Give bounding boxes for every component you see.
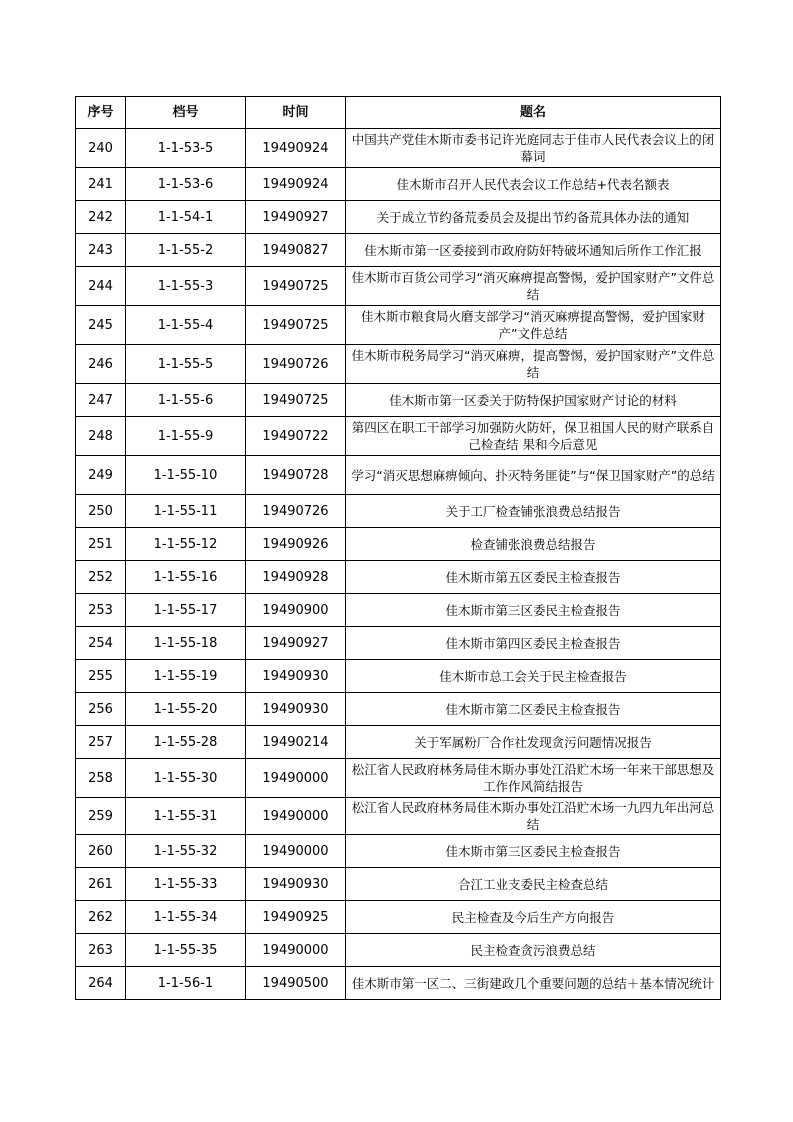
table-body (76, 129, 721, 1000)
table-row (76, 835, 721, 868)
title-cell: 佳木斯市第一区委关于防特保护国家财产讨论的材料 (346, 384, 721, 417)
file-number-cell: 1-1-55-9 (126, 417, 246, 456)
title-cell: 佳木斯市税务局学习“消灭麻痹，提高警惕，爱护国家财产”文件总结 (346, 345, 721, 384)
date-cell: 19490930 (246, 868, 346, 901)
title-cell: 佳木斯市第一区二、三街建政几个重要问题的总结＋基本情况统计 (346, 967, 721, 1000)
date-cell: 19490924 (246, 129, 346, 168)
header-seq: 序号 (76, 97, 126, 129)
seq-cell: 250 (76, 495, 126, 528)
file-number-cell: 1-1-55-6 (126, 384, 246, 417)
file-number-cell: 1-1-53-6 (126, 168, 246, 201)
title-cell: 关于工厂检查铺张浪费总结报告 (346, 495, 721, 528)
seq-cell: 264 (76, 967, 126, 1000)
date-cell: 19490725 (246, 306, 346, 345)
table-row (76, 201, 721, 234)
file-number-cell: 1-1-55-10 (126, 456, 246, 495)
seq-cell: 263 (76, 934, 126, 967)
table-row (76, 693, 721, 726)
file-number-cell: 1-1-55-17 (126, 594, 246, 627)
seq-cell: 257 (76, 726, 126, 759)
title-cell: 松江省人民政府林务局佳木斯办事处江沿贮木场一九四九年出河总结 (346, 798, 721, 835)
seq-cell: 255 (76, 660, 126, 693)
file-number-cell: 1-1-55-28 (126, 726, 246, 759)
date-cell: 19490925 (246, 901, 346, 934)
seq-cell: 251 (76, 528, 126, 561)
date-cell: 19490924 (246, 168, 346, 201)
file-number-cell: 1-1-55-11 (126, 495, 246, 528)
file-number-cell: 1-1-55-32 (126, 835, 246, 868)
seq-cell: 256 (76, 693, 126, 726)
seq-cell: 252 (76, 561, 126, 594)
file-number-cell: 1-1-55-20 (126, 693, 246, 726)
date-cell: 19490500 (246, 967, 346, 1000)
file-number-cell: 1-1-55-30 (126, 759, 246, 798)
seq-cell: 243 (76, 234, 126, 267)
file-number-cell: 1-1-55-12 (126, 528, 246, 561)
table-row (76, 901, 721, 934)
seq-cell: 241 (76, 168, 126, 201)
file-number-cell: 1-1-55-34 (126, 901, 246, 934)
archive-catalog-table (75, 96, 721, 1000)
seq-cell: 258 (76, 759, 126, 798)
seq-cell: 248 (76, 417, 126, 456)
header-title: 题名 (346, 97, 721, 129)
table-row (76, 561, 721, 594)
table-row (76, 528, 721, 561)
date-cell: 19490000 (246, 934, 346, 967)
seq-cell: 246 (76, 345, 126, 384)
date-cell: 19490726 (246, 345, 346, 384)
seq-cell: 249 (76, 456, 126, 495)
seq-cell: 259 (76, 798, 126, 835)
seq-cell: 253 (76, 594, 126, 627)
title-cell: 佳木斯市召开人民代表会议工作总结+代表名额表 (346, 168, 721, 201)
table-row (76, 594, 721, 627)
header-date: 时间 (246, 97, 346, 129)
date-cell: 19490728 (246, 456, 346, 495)
title-cell: 佳木斯市第二区委民主检查报告 (346, 693, 721, 726)
date-cell: 19490000 (246, 759, 346, 798)
title-cell: 佳木斯市第三区委民主检查报告 (346, 594, 721, 627)
file-number-cell: 1-1-55-3 (126, 267, 246, 306)
title-cell: 第四区在职工干部学习加强防火防奸，保卫祖国人民的财产联系自己检查结 果和今后意见 (346, 417, 721, 456)
date-cell: 19490900 (246, 594, 346, 627)
title-cell: 佳木斯市第一区委接到市政府防奸特破坏通知后所作工作汇报 (346, 234, 721, 267)
title-cell: 关于军属粉厂合作社发现贪污问题情况报告 (346, 726, 721, 759)
date-cell: 19490000 (246, 798, 346, 835)
date-cell: 19490722 (246, 417, 346, 456)
file-number-cell: 1-1-55-18 (126, 627, 246, 660)
table-row (76, 759, 721, 798)
file-number-cell: 1-1-55-4 (126, 306, 246, 345)
file-number-cell: 1-1-56-1 (126, 967, 246, 1000)
seq-cell: 244 (76, 267, 126, 306)
seq-cell: 245 (76, 306, 126, 345)
file-number-cell: 1-1-55-2 (126, 234, 246, 267)
date-cell: 19490827 (246, 234, 346, 267)
file-number-cell: 1-1-55-33 (126, 868, 246, 901)
title-cell: 中国共产党佳木斯市委书记许光庭同志于佳市人民代表会议上的闭幕词 (346, 129, 721, 168)
file-number-cell: 1-1-55-31 (126, 798, 246, 835)
date-cell: 19490930 (246, 660, 346, 693)
title-cell: 合江工业支委民主检查总结 (346, 868, 721, 901)
header-file-number: 档号 (126, 97, 246, 129)
date-cell: 19490000 (246, 835, 346, 868)
table-row (76, 456, 721, 495)
table-row (76, 967, 721, 1000)
table-row (76, 345, 721, 384)
seq-cell: 254 (76, 627, 126, 660)
date-cell: 19490926 (246, 528, 346, 561)
file-number-cell: 1-1-55-16 (126, 561, 246, 594)
seq-cell: 242 (76, 201, 126, 234)
seq-cell: 247 (76, 384, 126, 417)
title-cell: 关于成立节约备荒委员会及提出节约备荒具体办法的通知 (346, 201, 721, 234)
date-cell: 19490725 (246, 384, 346, 417)
file-number-cell: 1-1-53-5 (126, 129, 246, 168)
table-row (76, 168, 721, 201)
title-cell: 学习“消灭思想麻痹倾向、扑灭特务匪徒”与“保卫国家财产”的总结 (346, 456, 721, 495)
date-cell: 19490927 (246, 201, 346, 234)
date-cell: 19490928 (246, 561, 346, 594)
title-cell: 佳木斯市百货公司学习“消灭麻痹提高警惕，爱护国家财产”文件总结 (346, 267, 721, 306)
title-cell: 松江省人民政府林务局佳木斯办事处江沿贮木场一年来干部思想及工作作风简结报告 (346, 759, 721, 798)
table-row (76, 934, 721, 967)
title-cell: 佳木斯市第四区委民主检查报告 (346, 627, 721, 660)
table-row (76, 306, 721, 345)
table-row (76, 726, 721, 759)
file-number-cell: 1-1-55-5 (126, 345, 246, 384)
title-cell: 佳木斯市总工会关于民主检查报告 (346, 660, 721, 693)
date-cell: 19490726 (246, 495, 346, 528)
table-row (76, 129, 721, 168)
table-row (76, 798, 721, 835)
title-cell: 佳木斯市第三区委民主检查报告 (346, 835, 721, 868)
title-cell: 民主检查及今后生产方向报告 (346, 901, 721, 934)
file-number-cell: 1-1-55-35 (126, 934, 246, 967)
seq-cell: 240 (76, 129, 126, 168)
seq-cell: 261 (76, 868, 126, 901)
table-row (76, 267, 721, 306)
date-cell: 19490930 (246, 693, 346, 726)
file-number-cell: 1-1-54-1 (126, 201, 246, 234)
table-row (76, 384, 721, 417)
table-row (76, 868, 721, 901)
table-row (76, 234, 721, 267)
table-row (76, 495, 721, 528)
date-cell: 19490725 (246, 267, 346, 306)
table-header-row (76, 97, 721, 129)
title-cell: 检查铺张浪费总结报告 (346, 528, 721, 561)
title-cell: 佳木斯市第五区委民主检查报告 (346, 561, 721, 594)
date-cell: 19490214 (246, 726, 346, 759)
table-row (76, 627, 721, 660)
table-row (76, 417, 721, 456)
title-cell: 民主检查贪污浪费总结 (346, 934, 721, 967)
seq-cell: 262 (76, 901, 126, 934)
seq-cell: 260 (76, 835, 126, 868)
file-number-cell: 1-1-55-19 (126, 660, 246, 693)
date-cell: 19490927 (246, 627, 346, 660)
table-row (76, 660, 721, 693)
title-cell: 佳木斯市粮食局火磨支部学习“消灭麻痹提高警惕，爱护国家财产”文件总结 (346, 306, 721, 345)
